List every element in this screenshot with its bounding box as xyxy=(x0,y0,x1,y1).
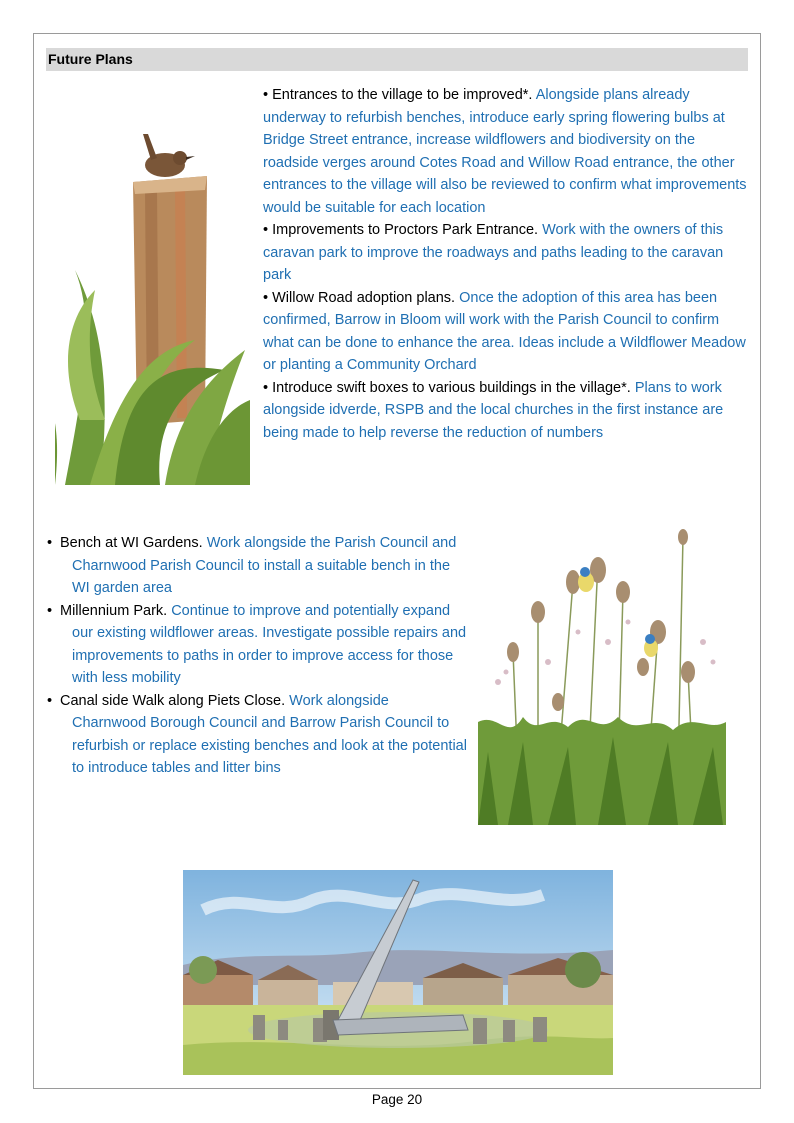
plan-lead-text: Improvements to Proctors Park Entrance. xyxy=(272,222,539,238)
future-plans-list-bottom xyxy=(47,532,467,780)
plan-lead-text: Millennium Park. xyxy=(60,602,168,619)
list-item xyxy=(47,532,467,600)
bullet: • xyxy=(263,379,269,396)
section-title: Future Plans xyxy=(48,51,133,67)
plan-lead-text: Bench at WI Gardens. xyxy=(60,535,203,551)
section-heading-bar xyxy=(46,48,748,71)
plan-detail-text: Work alongside the Parish Council and Charnwood Parish Council to install a suitable bench in the WI garden area xyxy=(72,535,457,596)
teasels-blue-tits-illustration xyxy=(478,522,726,825)
plan-detail-text: Plans to work alongside idverde, RSPB and the local churches in the first instance are being made to help reverse the reduction of numbers xyxy=(263,379,724,441)
future-plans-list-top xyxy=(263,84,747,444)
millennium-park-sundial-illustration xyxy=(183,870,613,1075)
bullet: • xyxy=(263,87,269,103)
plan-detail-text: Work alongside Charnwood Borough Council and Barrow Parish Council to refurbish or replace existing benches and look at the potential to introduce tables and litter bins xyxy=(72,692,467,776)
bullet: • xyxy=(47,535,53,551)
list-item xyxy=(263,377,747,445)
bullet: • xyxy=(47,602,53,619)
wren-on-post-illustration xyxy=(55,120,250,485)
bullet: • xyxy=(263,289,269,306)
list-item xyxy=(263,287,747,377)
plan-lead-text: Introduce swift boxes to various buildings in the village*. xyxy=(272,379,631,396)
plan-lead-text: Canal side Walk along Piets Close. xyxy=(60,692,286,709)
list-item xyxy=(263,84,747,219)
list-item xyxy=(263,219,747,287)
list-item xyxy=(47,690,467,780)
plan-lead-text: Willow Road adoption plans. xyxy=(272,289,456,306)
plan-detail-text: Continue to improve and potentially expand our existing wildflower areas. Investigate possible repairs and improvements to paths in order to improve access for those with less mobility xyxy=(72,602,467,686)
plan-detail-text: Alongside plans already underway to refurbish benches, introduce early spring flowering bulbs at Bridge Street entrance, increase wildflowers and biodiversity on the roadside verges around Cotes Road and Willow Road entrance, the other entrances to the village will also be reviewed to confirm what improvements would be suitable for each location xyxy=(263,87,747,216)
plan-detail-text: Work with the owners of this caravan park to improve the roadways and paths leading to the caravan park xyxy=(263,222,724,283)
plan-detail-text: Once the adoption of this area has been confirmed, Barrow in Bloom will work with the Parish Council to confirm what can be done to enhance the area. Ideas include a Wildflower Meadow or planting a Community Orchard xyxy=(263,289,746,373)
page-number: Page 20 xyxy=(371,1092,423,1107)
list-item xyxy=(47,600,467,690)
bullet: • xyxy=(47,692,53,709)
bullet: • xyxy=(263,222,269,238)
plan-lead-text: Entrances to the village to be improved*. xyxy=(272,87,533,103)
